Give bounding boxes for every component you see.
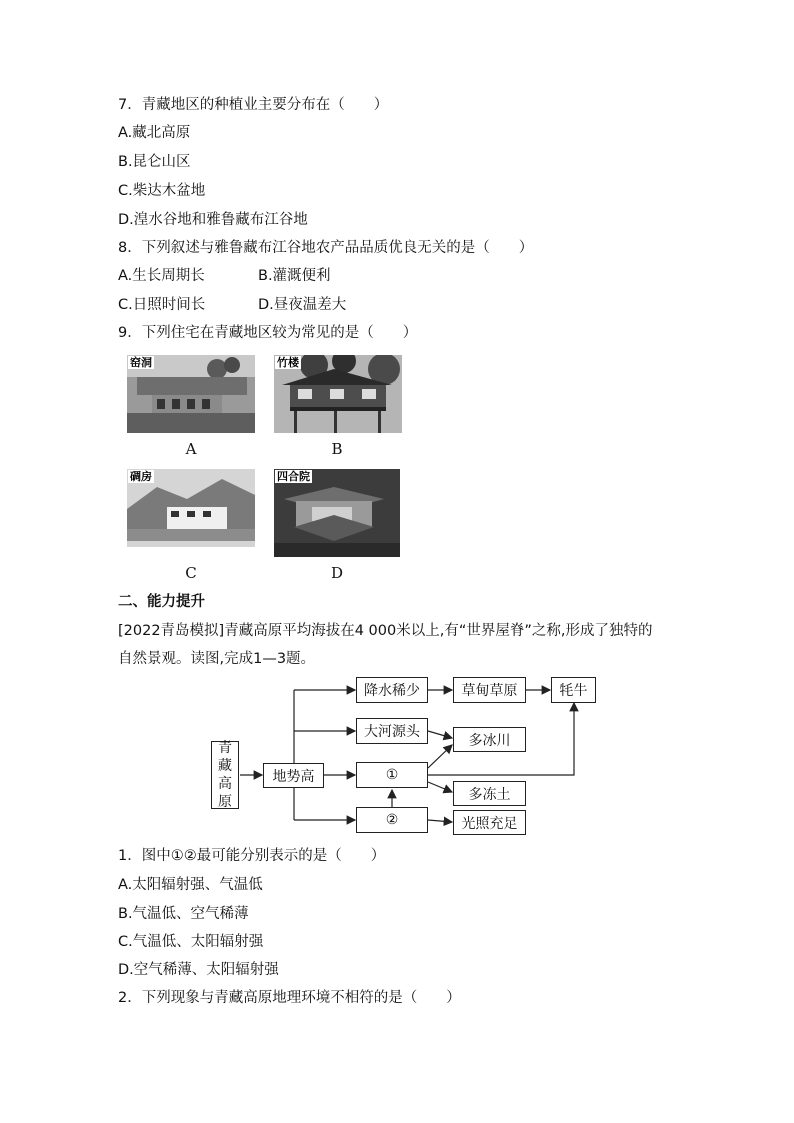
root-char-3: 高 <box>218 776 232 792</box>
diagram-node-glaciers: 多冰川 <box>453 727 526 752</box>
photo-caption-c: C <box>185 564 197 582</box>
diagram-node-circle-1: ① <box>356 762 428 788</box>
diagram-node-qinghai-tibet-plateau <box>211 741 239 809</box>
question-7-option-d: D.湟水谷地和雅鲁藏布江谷地 <box>118 212 308 228</box>
question-8-option-b: B.灌溉便利 <box>258 268 331 284</box>
root-char-4: 原 <box>218 794 232 810</box>
photo-label-courtyard-house: 四合院 <box>277 470 310 483</box>
question-8-option-a: A.生长周期长 <box>118 268 205 284</box>
question-1-option-b: B.气温低、空气稀薄 <box>118 906 249 922</box>
diagram-node-less-rain: 降水稀少 <box>356 677 428 703</box>
question-7-option-b: B.昆仑山区 <box>118 154 191 170</box>
photo-label-stone-house: 碉房 <box>130 470 152 483</box>
section-heading: 二、能力提升 <box>118 594 205 610</box>
question-1-option-d: D.空气稀薄、太阳辐射强 <box>118 962 279 978</box>
section-intro-line-1: [2022青岛模拟]青藏高原平均海拔在4 000米以上,有“世界屋脊”之称,形成了独特的 <box>118 623 653 639</box>
question-7-option-a: A.藏北高原 <box>118 125 191 141</box>
diagram-node-yak: 牦牛 <box>551 677 596 703</box>
photo-label-bamboo-house: 竹楼 <box>277 356 299 369</box>
question-8-stem: 8．下列叙述与雅鲁藏布江谷地农产品品质优良无关的是（ ） <box>118 240 534 256</box>
question-9-stem: 9．下列住宅在青藏地区较为常见的是（ ） <box>118 325 418 341</box>
diagram-node-high-terrain: 地势高 <box>263 763 324 788</box>
question-8-option-c: C.日照时间长 <box>118 297 206 313</box>
photo-caption-b: B <box>331 440 343 458</box>
diagram-node-meadow: 草甸草原 <box>453 677 526 703</box>
diagram-node-sunshine: 光照充足 <box>453 810 526 835</box>
question-1-option-c: C.气温低、太阳辐射强 <box>118 934 264 950</box>
photo-caption-a: A <box>185 440 197 458</box>
root-char-1: 青 <box>218 740 232 756</box>
question-7-option-c: C.柴达木盆地 <box>118 183 206 199</box>
photo-label-cave-dwelling: 窑洞 <box>130 356 152 369</box>
question-1-option-a: A.太阳辐射强、气温低 <box>118 877 263 893</box>
question-8-option-d: D.昼夜温差大 <box>258 297 347 313</box>
question-1-stem: 1．图中①②最可能分别表示的是（ ） <box>118 848 386 864</box>
diagram-node-circle-2: ② <box>356 807 428 833</box>
photo-caption-d: D <box>330 564 344 582</box>
root-char-2: 藏 <box>218 758 232 774</box>
diagram-node-permafrost: 多冻土 <box>453 781 526 806</box>
diagram-node-river-source: 大河源头 <box>356 718 428 744</box>
question-2-stem: 2．下列现象与青藏高原地理环境不相符的是（ ） <box>118 990 461 1006</box>
section-intro-line-2: 自然景观。读图,完成1—3题。 <box>118 651 316 667</box>
question-7-stem: 7．青藏地区的种植业主要分布在（ ） <box>118 97 389 113</box>
